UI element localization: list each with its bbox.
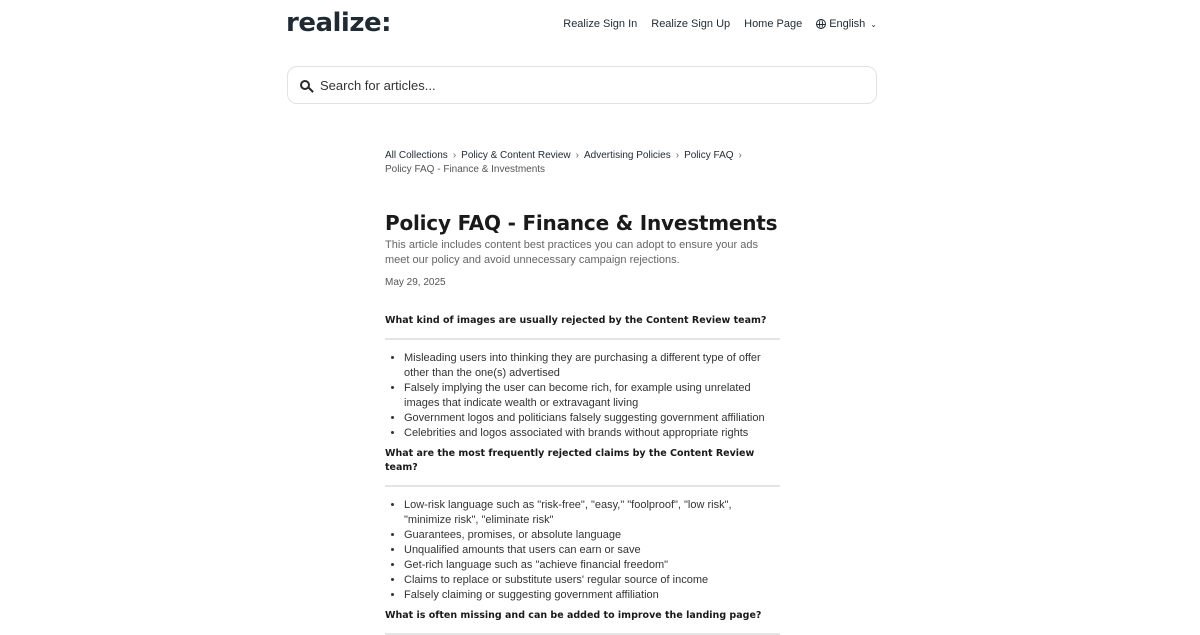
realize-logo[interactable]: realize: (286, 8, 391, 38)
globe-icon (816, 19, 826, 29)
home-page-link[interactable]: Home Page (744, 18, 803, 30)
list-item: • Falsely implying the user can become rich, for example using unrelated images that indicate wealth or extravagant living (404, 381, 780, 411)
search-icon (300, 80, 310, 90)
breadcrumb-separator: › (575, 150, 579, 161)
faq-question-claims: What are the most frequently rejected claims by the Content Review team? (385, 447, 780, 487)
article-description: This article includes content best practices you can adopt to ensure your ads meet our policy and avoid unnecessary campaign rejections. (385, 239, 758, 266)
breadcrumb-advertising-policies[interactable]: Advertising Policies (584, 150, 671, 161)
breadcrumb-all-collections[interactable]: All Collections (385, 150, 448, 161)
language-selector[interactable] (816, 18, 877, 30)
list-item: • Celebrities and logos associated with brands without appropriate rights (404, 426, 780, 441)
faq-answer-list-claims (385, 498, 780, 603)
article (385, 149, 780, 635)
list-item: • Get-rich language such as "achieve financial freedom" (404, 558, 780, 573)
realize-sign-up-link[interactable]: Realize Sign Up (651, 18, 731, 30)
language-label: English (829, 18, 866, 30)
breadcrumb-separator: › (452, 150, 457, 161)
breadcrumb-policy-faq[interactable]: Policy FAQ (684, 150, 734, 161)
list-item: • Low-risk language such as "risk-free", "easy," "foolproof", "low risk", "minimize risk", "eliminate risk" (404, 498, 780, 528)
breadcrumb-separator: › (738, 150, 742, 161)
article-date: May 29, 2025 (385, 277, 446, 288)
breadcrumb-policy-content-review[interactable]: Policy & Content Review (461, 150, 571, 161)
page-title: Policy FAQ - Finance & Investments (385, 211, 778, 235)
breadcrumb-separator: › (675, 150, 680, 161)
chevron-down-icon: ⌄ (870, 19, 877, 29)
breadcrumb (385, 149, 780, 177)
top-nav (563, 18, 877, 30)
list-item: • Falsely claiming or suggesting government affiliation (404, 588, 780, 603)
search-bar[interactable] (287, 66, 877, 104)
faq-question-images: What kind of images are usually rejected by the Content Review team? (385, 314, 780, 340)
search-input[interactable] (318, 77, 842, 94)
list-item: • Claims to replace or substitute users' regular source of income (404, 573, 780, 588)
faq-question-landing-page: What is often missing and can be added to improve the landing page? (385, 609, 780, 635)
list-item: • Unqualified amounts that users can earn or save (404, 543, 780, 558)
list-item: • Misleading users into thinking they are purchasing a different type of offer other than the one(s) advertised (404, 351, 780, 381)
list-item: • Government logos and politicians falsely suggesting government affiliation (404, 411, 780, 426)
list-item: • Guarantees, promises, or absolute language (404, 528, 780, 543)
realize-sign-in-link[interactable]: Realize Sign In (563, 18, 638, 30)
breadcrumb-current: Policy FAQ - Finance & Investments (385, 164, 546, 175)
faq-answer-list-images (385, 351, 780, 441)
